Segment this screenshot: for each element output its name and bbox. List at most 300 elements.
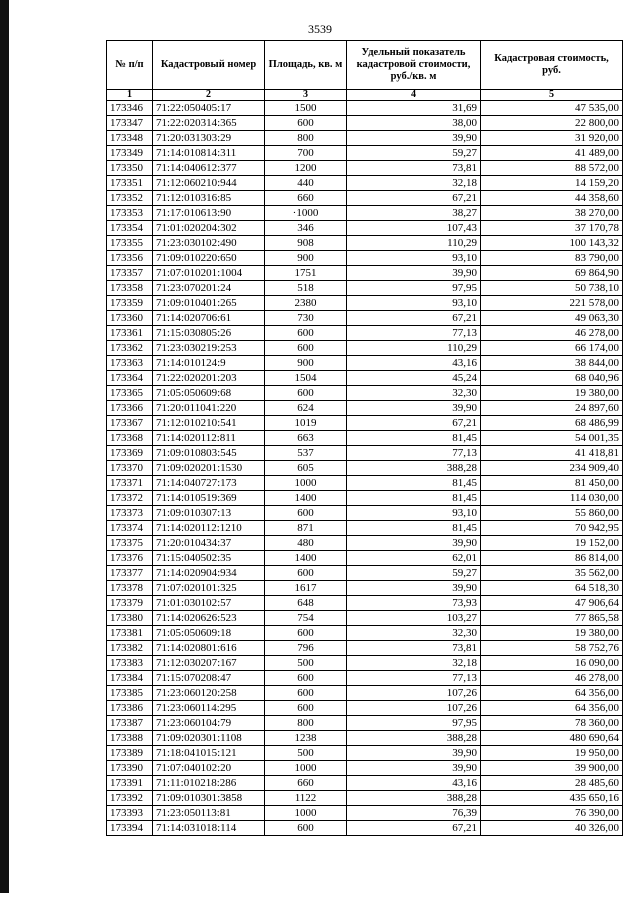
area-cell: 1000	[265, 761, 347, 776]
area-cell: 605	[265, 461, 347, 476]
table-row	[107, 446, 623, 461]
cadastral-value-cell: 77 865,58	[481, 611, 623, 626]
row-number-cell: 173360	[107, 311, 153, 326]
table-row	[107, 686, 623, 701]
table-row	[107, 221, 623, 236]
table-row	[107, 746, 623, 761]
cadastral-value-cell: 19 380,00	[481, 386, 623, 401]
row-number-cell: 173368	[107, 431, 153, 446]
table-row	[107, 671, 623, 686]
cadastral-value-cell: 58 752,76	[481, 641, 623, 656]
row-number-cell: 173384	[107, 671, 153, 686]
row-number-cell: 173377	[107, 566, 153, 581]
area-cell: 1400	[265, 491, 347, 506]
cadastral-value-cell: 100 143,32	[481, 236, 623, 251]
cadastral-value-cell: 55 860,00	[481, 506, 623, 521]
row-number-cell: 173357	[107, 266, 153, 281]
unit-value-cell: 110,29	[347, 341, 481, 356]
cadastral-value-cell: 81 450,00	[481, 476, 623, 491]
row-number-cell: 173388	[107, 731, 153, 746]
unit-value-cell: 81,45	[347, 431, 481, 446]
row-number-cell: 173363	[107, 356, 153, 371]
row-number-cell: 173393	[107, 806, 153, 821]
cadastral-value-cell: 19 380,00	[481, 626, 623, 641]
column-number: 3	[265, 90, 347, 101]
row-number-cell: 173348	[107, 131, 153, 146]
cadastral-number-cell: 71:14:020112:1210	[153, 521, 265, 536]
area-cell: 796	[265, 641, 347, 656]
table-row	[107, 596, 623, 611]
unit-value-cell: 38,27	[347, 206, 481, 221]
area-cell: 1500	[265, 101, 347, 116]
unit-value-cell: 32,30	[347, 386, 481, 401]
area-cell: 440	[265, 176, 347, 191]
cadastral-value-cell: 86 814,00	[481, 551, 623, 566]
unit-value-cell: 39,90	[347, 746, 481, 761]
cadastral-number-cell: 71:14:020801:616	[153, 641, 265, 656]
cadastral-value-cell: 19 152,00	[481, 536, 623, 551]
unit-value-cell: 77,13	[347, 446, 481, 461]
unit-value-cell: 39,90	[347, 401, 481, 416]
table-row	[107, 386, 623, 401]
unit-value-cell: 31,69	[347, 101, 481, 116]
cadastral-number-cell: 71:09:010301:3858	[153, 791, 265, 806]
cadastral-value-cell: 64 356,00	[481, 686, 623, 701]
unit-value-cell: 67,21	[347, 311, 481, 326]
table-row	[107, 581, 623, 596]
row-number-cell: 173346	[107, 101, 153, 116]
cadastral-value-cell: 47 906,64	[481, 596, 623, 611]
unit-value-cell: 93,10	[347, 296, 481, 311]
row-number-cell: 173355	[107, 236, 153, 251]
area-cell: 900	[265, 251, 347, 266]
scan-edge-bar	[0, 0, 9, 893]
column-number: 2	[153, 90, 265, 101]
cadastral-value-cell: 68 486,99	[481, 416, 623, 431]
cadastral-value-cell: 14 159,20	[481, 176, 623, 191]
cadastral-value-cell: 35 562,00	[481, 566, 623, 581]
cadastral-value-cell: 69 864,90	[481, 266, 623, 281]
area-cell: 600	[265, 821, 347, 836]
unit-value-cell: 77,13	[347, 326, 481, 341]
unit-value-cell: 59,27	[347, 146, 481, 161]
table-row	[107, 521, 623, 536]
table-row	[107, 626, 623, 641]
column-numbering-row	[107, 90, 623, 101]
table-row	[107, 131, 623, 146]
unit-value-cell: 107,43	[347, 221, 481, 236]
cadastral-value-cell: 16 090,00	[481, 656, 623, 671]
area-cell: 1019	[265, 416, 347, 431]
area-cell: 500	[265, 746, 347, 761]
cadastral-number-cell: 71:14:010124:9	[153, 356, 265, 371]
cadastral-number-cell: 71:12:060210:944	[153, 176, 265, 191]
cadastral-number-cell: 71:14:020112:811	[153, 431, 265, 446]
table-row	[107, 806, 623, 821]
cadastral-number-cell: 71:07:020101:325	[153, 581, 265, 596]
header-unit-value: Удельный показатель кадастровой стоимости, руб./кв. м	[347, 41, 481, 90]
unit-value-cell: 45,24	[347, 371, 481, 386]
table-row	[107, 656, 623, 671]
cadastral-number-cell: 71:22:050405:17	[153, 101, 265, 116]
unit-value-cell: 388,28	[347, 461, 481, 476]
row-number-cell: 173353	[107, 206, 153, 221]
table-row	[107, 431, 623, 446]
cadastral-value-cell: 47 535,00	[481, 101, 623, 116]
row-number-cell: 173356	[107, 251, 153, 266]
cadastral-number-cell: 71:12:030207:167	[153, 656, 265, 671]
unit-value-cell: 73,81	[347, 161, 481, 176]
table-row	[107, 236, 623, 251]
table-row	[107, 461, 623, 476]
cadastral-value-cell: 24 897,60	[481, 401, 623, 416]
cadastral-number-cell: 71:09:020301:1108	[153, 731, 265, 746]
cadastral-number-cell: 71:22:020201:203	[153, 371, 265, 386]
row-number-cell: 173369	[107, 446, 153, 461]
cadastral-value-cell: 234 909,40	[481, 461, 623, 476]
table-row	[107, 551, 623, 566]
area-cell: 537	[265, 446, 347, 461]
table-row	[107, 476, 623, 491]
cadastral-value-cell: 114 030,00	[481, 491, 623, 506]
cadastral-number-cell: 71:14:020626:523	[153, 611, 265, 626]
table-row	[107, 251, 623, 266]
area-cell: 600	[265, 326, 347, 341]
cadastral-number-cell: 71:14:040612:377	[153, 161, 265, 176]
row-number-cell: 173372	[107, 491, 153, 506]
cadastral-number-cell: 71:23:060120:258	[153, 686, 265, 701]
row-number-cell: 173394	[107, 821, 153, 836]
cadastral-number-cell: 71:09:010401:265	[153, 296, 265, 311]
table-row	[107, 206, 623, 221]
row-number-cell: 173373	[107, 506, 153, 521]
cadastral-number-cell: 71:14:020904:934	[153, 566, 265, 581]
area-cell: 500	[265, 656, 347, 671]
row-number-cell: 173371	[107, 476, 153, 491]
area-cell: 600	[265, 626, 347, 641]
area-cell: 754	[265, 611, 347, 626]
unit-value-cell: 73,93	[347, 596, 481, 611]
cadastral-number-cell: 71:17:010613:90	[153, 206, 265, 221]
cadastral-number-cell: 71:09:010307:13	[153, 506, 265, 521]
cadastral-number-cell: 71:15:070208:47	[153, 671, 265, 686]
unit-value-cell: 107,26	[347, 686, 481, 701]
cadastral-value-table	[106, 40, 623, 836]
cadastral-number-cell: 71:18:041015:121	[153, 746, 265, 761]
unit-value-cell: 39,90	[347, 581, 481, 596]
area-cell: 480	[265, 536, 347, 551]
cadastral-value-cell: 64 518,30	[481, 581, 623, 596]
area-cell: 700	[265, 146, 347, 161]
cadastral-number-cell: 71:14:031018:114	[153, 821, 265, 836]
cadastral-value-cell: 64 356,00	[481, 701, 623, 716]
row-number-cell: 173366	[107, 401, 153, 416]
table-row	[107, 506, 623, 521]
unit-value-cell: 32,30	[347, 626, 481, 641]
row-number-cell: 173349	[107, 146, 153, 161]
table-row	[107, 761, 623, 776]
cadastral-value-cell: 46 278,00	[481, 326, 623, 341]
table-row	[107, 161, 623, 176]
page-number: 3539	[308, 22, 332, 36]
unit-value-cell: 32,18	[347, 656, 481, 671]
area-cell: 1200	[265, 161, 347, 176]
row-number-cell: 173351	[107, 176, 153, 191]
unit-value-cell: 97,95	[347, 281, 481, 296]
table-row	[107, 716, 623, 731]
cadastral-number-cell: 71:11:010218:286	[153, 776, 265, 791]
table-row	[107, 101, 623, 116]
header-cadastral-value: Кадастровая стоимость, руб.	[481, 41, 623, 90]
row-number-cell: 173383	[107, 656, 153, 671]
unit-value-cell: 59,27	[347, 566, 481, 581]
unit-value-cell: 39,90	[347, 131, 481, 146]
area-cell: 518	[265, 281, 347, 296]
cadastral-value-cell: 78 360,00	[481, 716, 623, 731]
table-row	[107, 281, 623, 296]
unit-value-cell: 38,00	[347, 116, 481, 131]
area-cell: 600	[265, 116, 347, 131]
unit-value-cell: 67,21	[347, 191, 481, 206]
cadastral-value-cell: 22 800,00	[481, 116, 623, 131]
unit-value-cell: 81,45	[347, 521, 481, 536]
area-cell: 660	[265, 776, 347, 791]
unit-value-cell: 107,26	[347, 701, 481, 716]
table-row	[107, 311, 623, 326]
cadastral-value-cell: 41 489,00	[481, 146, 623, 161]
table-row	[107, 296, 623, 311]
area-cell: 648	[265, 596, 347, 611]
area-cell: 800	[265, 716, 347, 731]
cadastral-number-cell: 71:15:040502:35	[153, 551, 265, 566]
row-number-cell: 173350	[107, 161, 153, 176]
area-cell: 800	[265, 131, 347, 146]
unit-value-cell: 81,45	[347, 476, 481, 491]
unit-value-cell: 32,18	[347, 176, 481, 191]
unit-value-cell: 39,90	[347, 761, 481, 776]
area-cell: 730	[265, 311, 347, 326]
table-row	[107, 266, 623, 281]
table-row	[107, 191, 623, 206]
cadastral-value-cell: 44 358,60	[481, 191, 623, 206]
row-number-cell: 173358	[107, 281, 153, 296]
area-cell: 1400	[265, 551, 347, 566]
row-number-cell: 173362	[107, 341, 153, 356]
area-cell: ·1000	[265, 206, 347, 221]
area-cell: 1000	[265, 476, 347, 491]
row-number-cell: 173381	[107, 626, 153, 641]
cadastral-value-cell: 54 001,35	[481, 431, 623, 446]
cadastral-value-cell: 41 418,81	[481, 446, 623, 461]
table-row	[107, 401, 623, 416]
cadastral-value-cell: 46 278,00	[481, 671, 623, 686]
area-cell: 600	[265, 671, 347, 686]
unit-value-cell: 93,10	[347, 506, 481, 521]
row-number-cell: 173359	[107, 296, 153, 311]
row-number-cell: 173390	[107, 761, 153, 776]
cadastral-number-cell: 71:23:050113:81	[153, 806, 265, 821]
cadastral-value-cell: 38 270,00	[481, 206, 623, 221]
table-row	[107, 641, 623, 656]
cadastral-number-cell: 71:20:031303:29	[153, 131, 265, 146]
cadastral-value-cell: 68 040,96	[481, 371, 623, 386]
cadastral-value-cell: 480 690,64	[481, 731, 623, 746]
unit-value-cell: 81,45	[347, 491, 481, 506]
cadastral-value-cell: 435 650,16	[481, 791, 623, 806]
cadastral-number-cell: 71:09:020201:1530	[153, 461, 265, 476]
area-cell: 908	[265, 236, 347, 251]
unit-value-cell: 43,16	[347, 776, 481, 791]
unit-value-cell: 388,28	[347, 791, 481, 806]
cadastral-number-cell: 71:23:030219:253	[153, 341, 265, 356]
table-row	[107, 176, 623, 191]
area-cell: 2380	[265, 296, 347, 311]
cadastral-value-cell: 83 790,00	[481, 251, 623, 266]
area-cell: 1122	[265, 791, 347, 806]
row-number-cell: 173389	[107, 746, 153, 761]
table-row	[107, 821, 623, 836]
row-number-cell: 173370	[107, 461, 153, 476]
row-number-cell: 173392	[107, 791, 153, 806]
cadastral-number-cell: 71:12:010210:541	[153, 416, 265, 431]
cadastral-number-cell: 71:07:010201:1004	[153, 266, 265, 281]
row-number-cell: 173376	[107, 551, 153, 566]
table-row	[107, 791, 623, 806]
cadastral-number-cell: 71:14:010814:311	[153, 146, 265, 161]
cadastral-value-cell: 221 578,00	[481, 296, 623, 311]
area-cell: 600	[265, 686, 347, 701]
unit-value-cell: 39,90	[347, 266, 481, 281]
table-row	[107, 776, 623, 791]
area-cell: 600	[265, 701, 347, 716]
area-cell: 871	[265, 521, 347, 536]
unit-value-cell: 103,27	[347, 611, 481, 626]
cadastral-number-cell: 71:23:060114:295	[153, 701, 265, 716]
cadastral-number-cell: 71:12:010316:85	[153, 191, 265, 206]
table-row	[107, 371, 623, 386]
column-number: 5	[481, 90, 623, 101]
cadastral-value-cell: 66 174,00	[481, 341, 623, 356]
area-cell: 663	[265, 431, 347, 446]
area-cell: 1238	[265, 731, 347, 746]
column-number: 1	[107, 90, 153, 101]
area-cell: 1000	[265, 806, 347, 821]
cadastral-value-cell: 88 572,00	[481, 161, 623, 176]
area-cell: 1504	[265, 371, 347, 386]
row-number-cell: 173361	[107, 326, 153, 341]
table-row	[107, 356, 623, 371]
cadastral-value-cell: 39 900,00	[481, 761, 623, 776]
unit-value-cell: 62,01	[347, 551, 481, 566]
area-cell: 1617	[265, 581, 347, 596]
cadastral-number-cell: 71:14:020706:61	[153, 311, 265, 326]
unit-value-cell: 110,29	[347, 236, 481, 251]
area-cell: 660	[265, 191, 347, 206]
cadastral-number-cell: 71:23:030102:490	[153, 236, 265, 251]
row-number-cell: 173352	[107, 191, 153, 206]
cadastral-number-cell: 71:05:050609:18	[153, 626, 265, 641]
table-row	[107, 536, 623, 551]
cadastral-value-cell: 50 738,10	[481, 281, 623, 296]
cadastral-value-cell: 37 170,78	[481, 221, 623, 236]
area-cell: 600	[265, 506, 347, 521]
cadastral-value-cell: 38 844,00	[481, 356, 623, 371]
cadastral-number-cell: 71:09:010803:545	[153, 446, 265, 461]
cadastral-number-cell: 71:22:020314:365	[153, 116, 265, 131]
row-number-cell: 173382	[107, 641, 153, 656]
table-row	[107, 701, 623, 716]
unit-value-cell: 67,21	[347, 821, 481, 836]
row-number-cell: 173347	[107, 116, 153, 131]
unit-value-cell: 97,95	[347, 716, 481, 731]
row-number-cell: 173374	[107, 521, 153, 536]
cadastral-number-cell: 71:07:040102:20	[153, 761, 265, 776]
unit-value-cell: 76,39	[347, 806, 481, 821]
cadastral-number-cell: 71:23:070201:24	[153, 281, 265, 296]
cadastral-value-cell: 76 390,00	[481, 806, 623, 821]
cadastral-number-cell: 71:23:060104:79	[153, 716, 265, 731]
cadastral-number-cell: 71:15:030805:26	[153, 326, 265, 341]
table-row	[107, 416, 623, 431]
row-number-cell: 173387	[107, 716, 153, 731]
table-row	[107, 341, 623, 356]
row-number-cell: 173367	[107, 416, 153, 431]
table-row	[107, 566, 623, 581]
area-cell: 1751	[265, 266, 347, 281]
row-number-cell: 173391	[107, 776, 153, 791]
row-number-cell: 173364	[107, 371, 153, 386]
area-cell: 600	[265, 386, 347, 401]
unit-value-cell: 43,16	[347, 356, 481, 371]
table-row	[107, 116, 623, 131]
unit-value-cell: 93,10	[347, 251, 481, 266]
cadastral-value-cell: 40 326,00	[481, 821, 623, 836]
area-cell: 624	[265, 401, 347, 416]
header-area: Площадь, кв. м	[265, 41, 347, 90]
table-row	[107, 491, 623, 506]
row-number-cell: 173378	[107, 581, 153, 596]
header-cadastral-number: Кадастровый номер	[153, 41, 265, 90]
cadastral-value-cell: 70 942,95	[481, 521, 623, 536]
area-cell: 600	[265, 341, 347, 356]
area-cell: 900	[265, 356, 347, 371]
row-number-cell: 173354	[107, 221, 153, 236]
row-number-cell: 173385	[107, 686, 153, 701]
unit-value-cell: 77,13	[347, 671, 481, 686]
cadastral-value-cell: 31 920,00	[481, 131, 623, 146]
table-header-row	[107, 41, 623, 90]
area-cell: 600	[265, 566, 347, 581]
column-number: 4	[347, 90, 481, 101]
unit-value-cell: 388,28	[347, 731, 481, 746]
cadastral-value-cell: 49 063,30	[481, 311, 623, 326]
table-row	[107, 326, 623, 341]
unit-value-cell: 39,90	[347, 536, 481, 551]
unit-value-cell: 67,21	[347, 416, 481, 431]
cadastral-number-cell: 71:14:010519:369	[153, 491, 265, 506]
cadastral-number-cell: 71:09:010220:650	[153, 251, 265, 266]
cadastral-number-cell: 71:01:030102:57	[153, 596, 265, 611]
cadastral-value-cell: 19 950,00	[481, 746, 623, 761]
row-number-cell: 173386	[107, 701, 153, 716]
table-row	[107, 146, 623, 161]
row-number-cell: 173365	[107, 386, 153, 401]
unit-value-cell: 73,81	[347, 641, 481, 656]
cadastral-number-cell: 71:01:020204:302	[153, 221, 265, 236]
table-body	[107, 101, 623, 836]
area-cell: 346	[265, 221, 347, 236]
row-number-cell: 173380	[107, 611, 153, 626]
